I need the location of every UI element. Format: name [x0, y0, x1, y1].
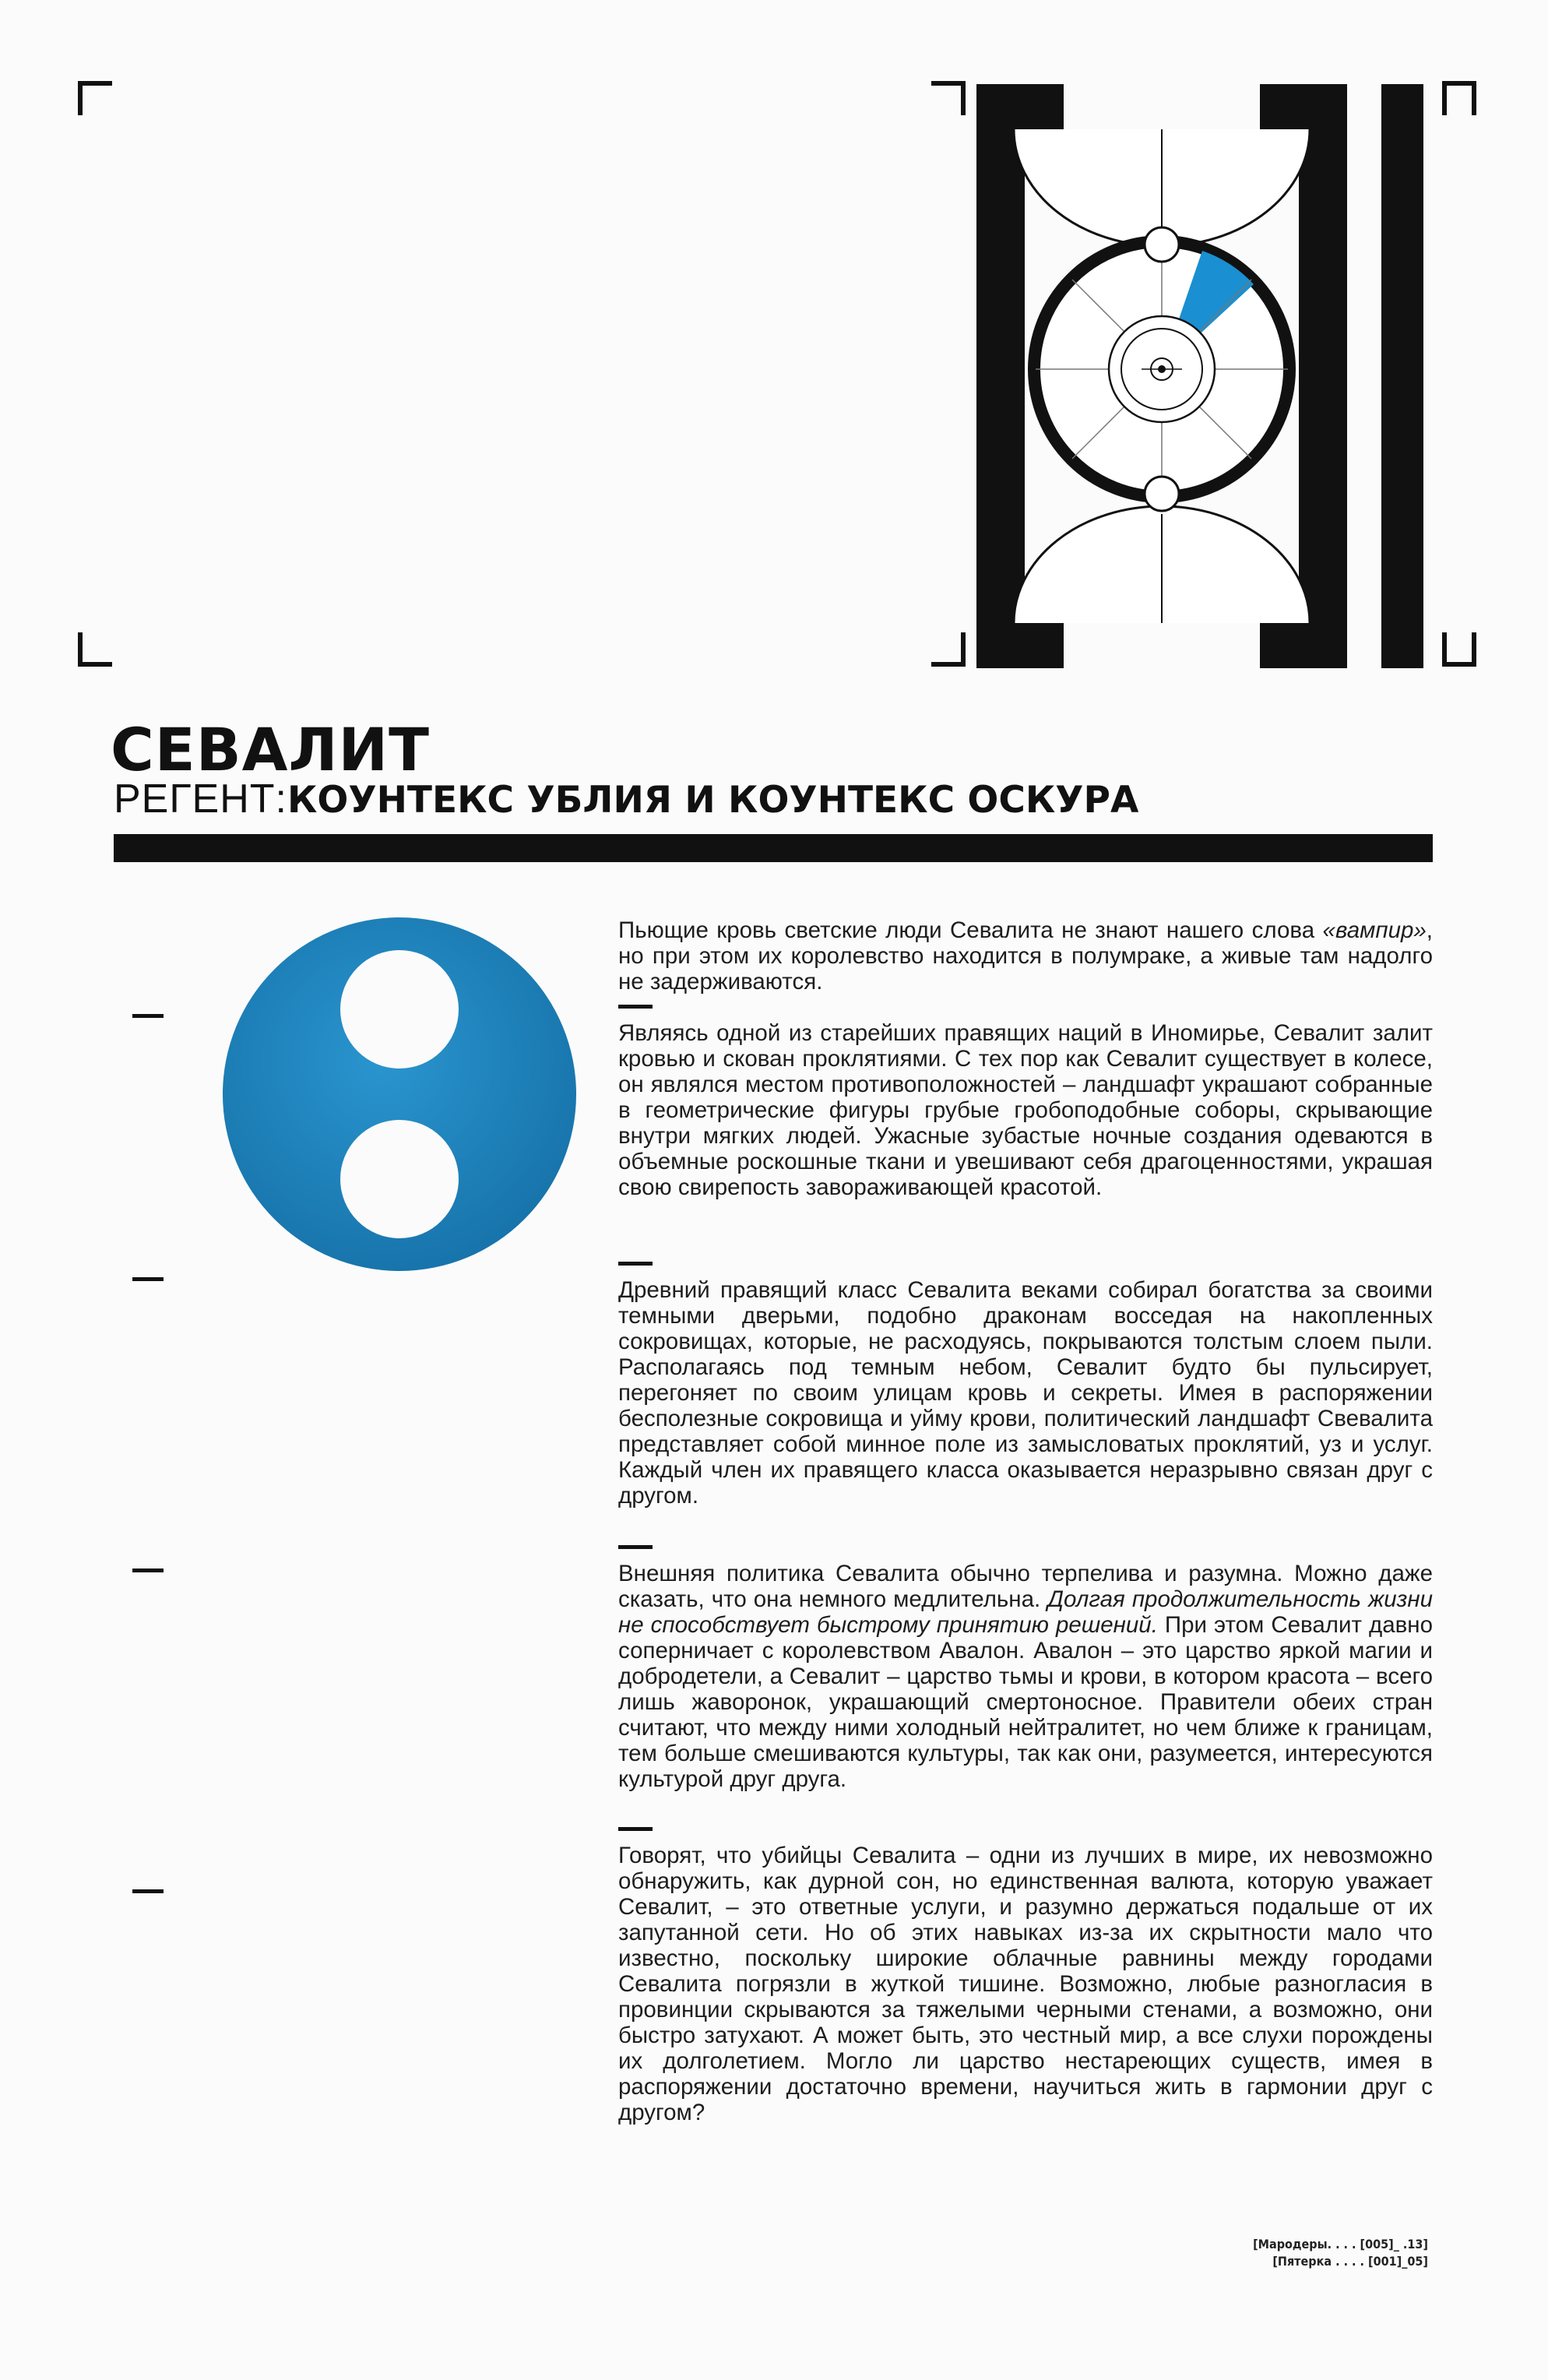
paragraph-1-emphasis: «вампир»: [1322, 917, 1427, 943]
paragraph-separator: [618, 1827, 653, 1831]
paragraph-4-text: Внешняя политика Севалита обычно терпелива и разумна. Можно даже сказать, что она немного медлительна.: [618, 1561, 1433, 1612]
margin-dash: [132, 1889, 164, 1893]
paragraph-5: Говорят, что убийцы Севалита – одни из лучших в мире, их невозможно обнаружить, как дурной сон, но единственная валюта, которую уважает Севалит, – это ответные услуги, и разумно держаться подальше от их запутанной сети. Но об этих навыках из-за их скрытности мало что известно, поскольку широкие облачные равнины между городами Севалита погрязли в жуткой тишине. Возможно, любые разногласия в провинции скрываются за тяжелыми черными стенами, а возможно, они быстро затухают. А может быть, это честный мир, а все слухи порождены их долголетием. Могло ли царство нестареющих существ, имея в распоряжении достаточно времени, научиться жить в гармонии друг с другом?: [618, 1843, 1433, 2125]
corner-bracket-top-right-2: [1442, 81, 1476, 115]
corner-bracket-bottom-right: [931, 632, 966, 667]
margin-dash: [132, 1277, 164, 1281]
paragraph-1-text-end: , но при этом их королевство находится в полумраке, а живые там надолго не задерживаются.: [618, 917, 1433, 995]
paragraph-1: [618, 917, 1433, 995]
corner-bracket-bottom-right-2: [1442, 632, 1476, 667]
paragraph-separator: [618, 1005, 653, 1009]
paragraph-2: Являясь одной из старейших правящих наций в Иномирье, Севалит залит кровью и скован проклятиями. С тех пор как Севалит существует в колесе, он являлся местом противоположностей – ландшафт украшают собранные в геометрические фигуры грубые гробоподобные соборы, скрывающие внутри мягких людей. Ужасные зубастые ночные создания одеваются в объемные роскошные ткани и увешивают себя драгоценностями, украшая свою свирепость завораживающей красотой.: [618, 1020, 1433, 1200]
portal-sigil-icon: [966, 78, 1433, 670]
paragraph-1-text: Пьющие кровь светские люди Севалита не знают нашего слова: [618, 917, 1323, 943]
paragraph-separator: [618, 1545, 653, 1549]
corner-bracket-top-left: [78, 81, 112, 115]
footer-line-1: [Мародеры. . . . [005]_ .13]: [1253, 2237, 1428, 2251]
regent-prefix: РЕГЕНТ:: [114, 776, 287, 822]
margin-dash: [132, 1014, 164, 1018]
paragraph-separator: [618, 1262, 653, 1266]
sevalit-emblem: [223, 917, 576, 1271]
heading-rule: [114, 834, 1433, 862]
regent-name: КОУНТЕКС УБЛИЯ И КОУНТЕКС ОСКУРА: [287, 779, 1139, 822]
paragraph-3: Древний правящий класс Севалита веками собирал богатства за своими темными дверьми, подобно драконам восседая на накопленных сокровищах, которые, не расходуясь, покрываются толстым слоем пыли. Располагаясь под темным небом, Севалит будто бы пульсирует, перегоняет по своим улицам кровь и секреты. Имея в распоряжении бесполезные сокровища и уйму крови, политический ландшафт Свевалита представляет собой минное поле из замысловатых проклятий, уз и услуг. Каждый член их правящего класса оказывается неразрывно связан друг с другом.: [618, 1277, 1433, 1509]
paragraph-4-text-end: При этом Севалит давно соперничает с королевством Авалон. Авалон – это царство яркой магии и добродетели, а Севалит – царство тьмы и крови, в котором красота – всего лишь жаворонок, украшающий смертоносное. Правители обеих стран считают, что между ними холодный нейтралитет, но чем ближе к границам, тем больше смешиваются культуры, так как они, разумеется, интересуются культурой друг друга.: [618, 1612, 1433, 1792]
corner-bracket-top-right: [931, 81, 966, 115]
corner-bracket-bottom-left: [78, 632, 112, 667]
page-title: СЕВАЛИТ: [111, 715, 431, 784]
paragraph-4: [618, 1561, 1433, 1792]
margin-dash: [132, 1568, 164, 1572]
footer-line-2: [Пятерка . . . . [001]_05]: [1272, 2254, 1428, 2269]
paragraph-4-emphasis: Долгая продолжительность жизни не способствует быстрому принятию решений.: [618, 1586, 1433, 1638]
regent-line: [114, 776, 1138, 822]
